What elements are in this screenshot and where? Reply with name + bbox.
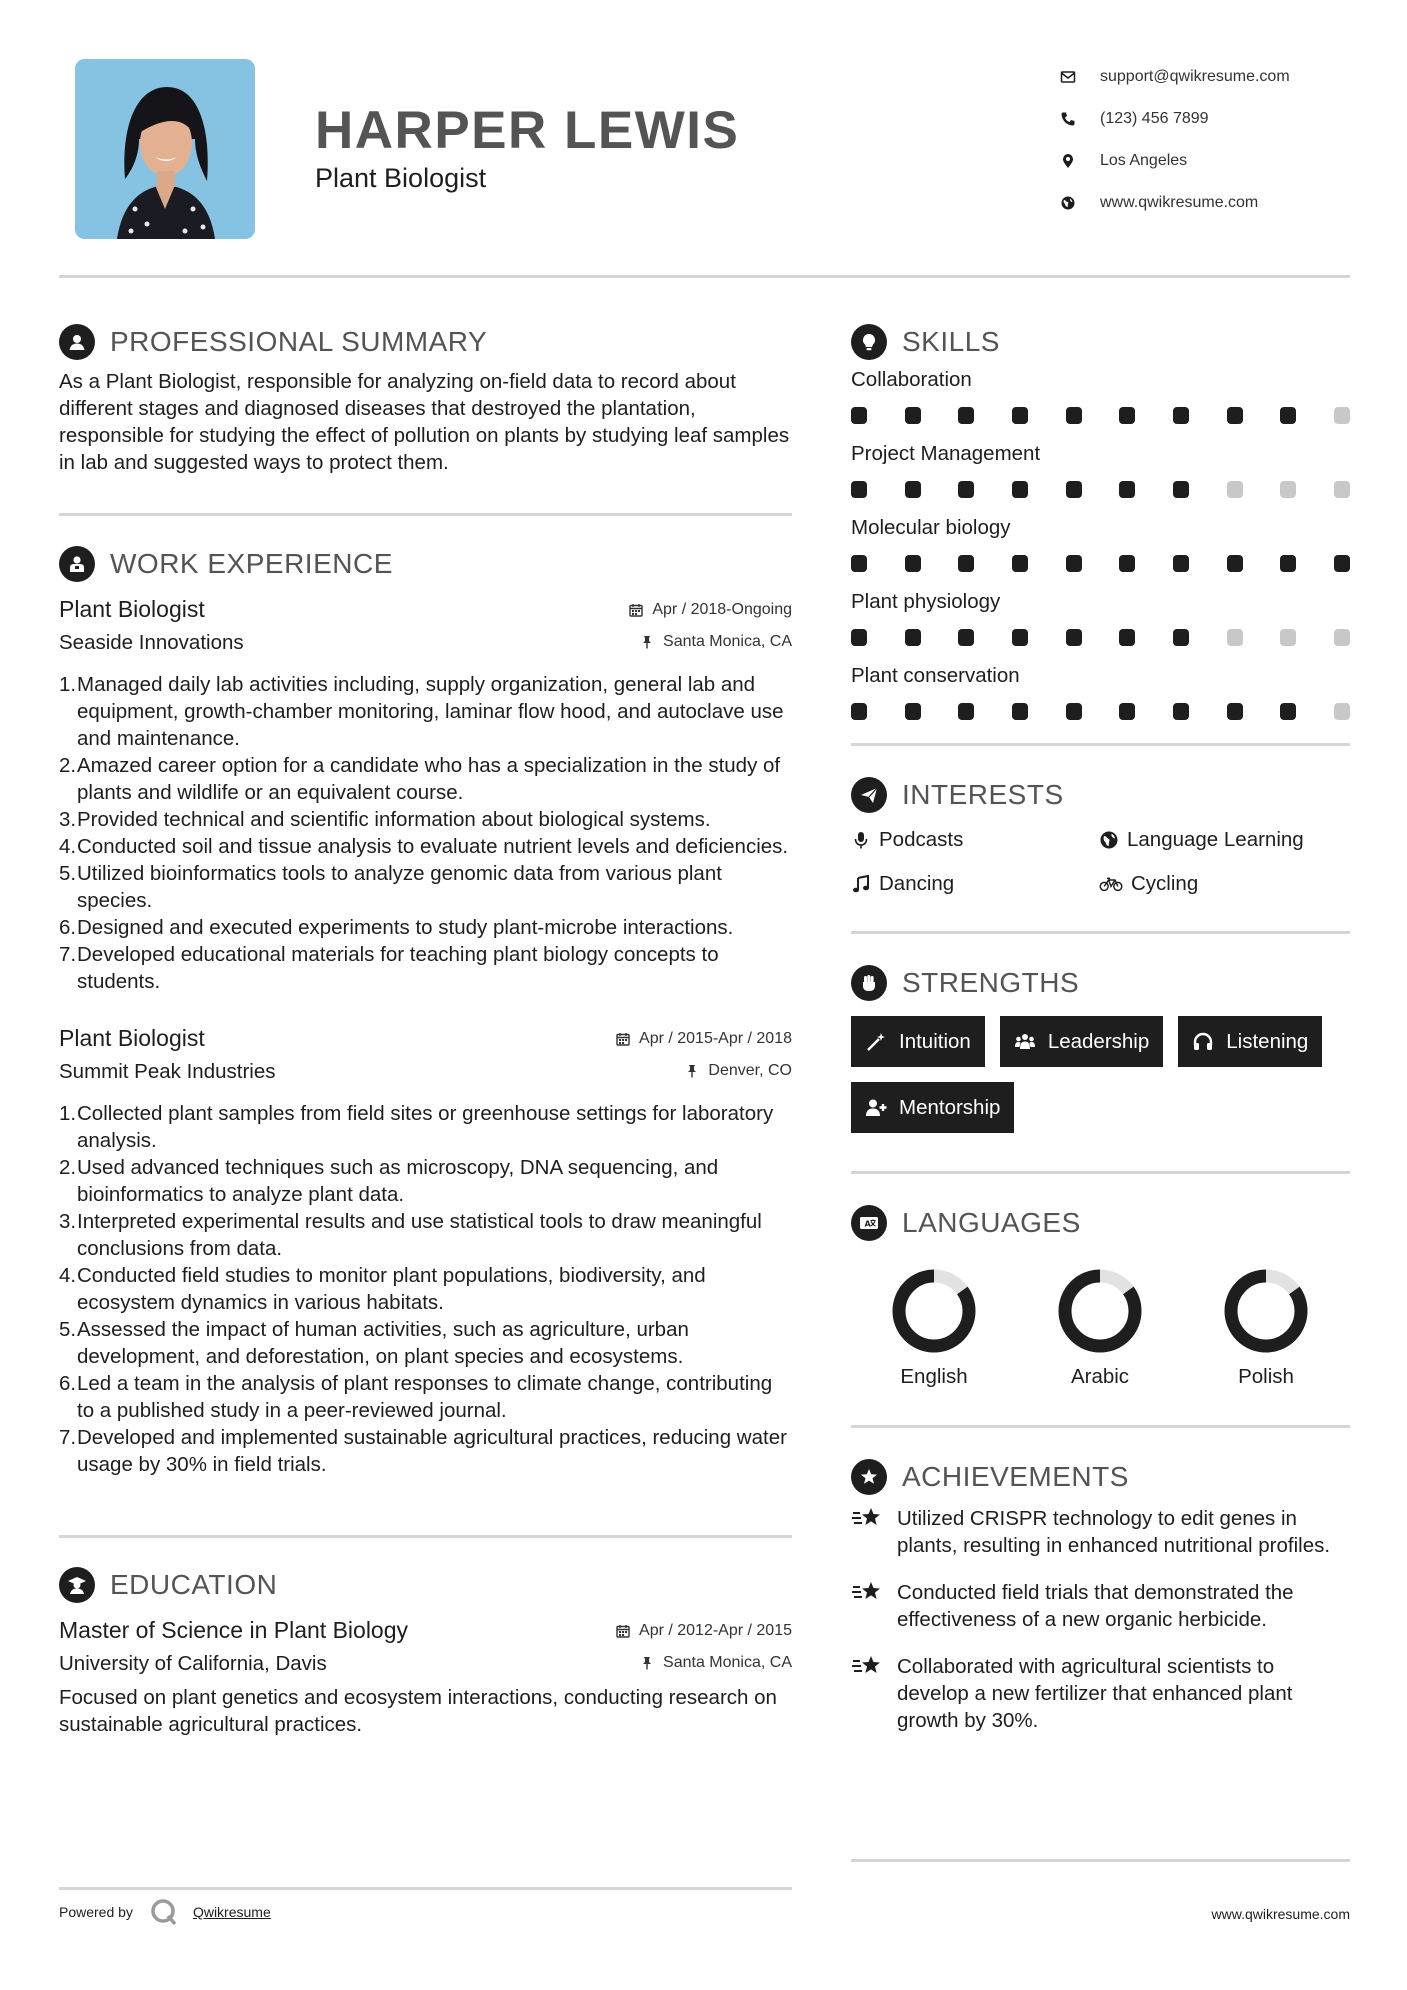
skill-dot-filled <box>1119 629 1135 646</box>
skill-dot-filled <box>1173 481 1189 498</box>
language-icon <box>851 1205 887 1241</box>
pushpin-icon <box>640 635 654 649</box>
user-plus-icon <box>865 1097 887 1119</box>
skill-label: Collaboration <box>851 368 972 391</box>
strength-label: Mentorship <box>899 1095 1001 1119</box>
skill-dot-empty <box>1280 481 1296 498</box>
job-location-text: Denver, CO <box>708 1062 792 1079</box>
job-duties <box>59 1100 792 1478</box>
achievement-item <box>851 1579 1350 1633</box>
contact-email[interactable] <box>1060 56 1350 98</box>
achievement-text: Collaborated with agricultural scientists to develop a new fertilizer that enhanced plant growth by 30%. <box>897 1655 1293 1732</box>
strength-tag <box>1000 1016 1163 1067</box>
duty-item: Conducted soil and tissue analysis to evaluate nutrient levels and deficiencies. <box>77 835 789 858</box>
skill-dot-filled <box>1280 703 1296 720</box>
job-entry <box>59 596 792 995</box>
section-divider <box>851 1425 1350 1428</box>
skill-label: Plant physiology <box>851 590 1001 613</box>
skill-dot-filled <box>1173 629 1189 646</box>
section-divider <box>59 1535 792 1538</box>
job-title: Plant Biologist <box>59 1025 205 1051</box>
section-divider <box>851 743 1350 746</box>
footer-url[interactable]: www.qwikresume.com <box>1211 1906 1350 1922</box>
skill-item <box>851 439 1350 513</box>
job-location-text: Santa Monica, CA <box>663 633 792 650</box>
skill-label: Plant conservation <box>851 664 1020 687</box>
skill-item <box>851 587 1350 661</box>
language-label: Polish <box>1238 1365 1294 1388</box>
skill-dot-empty <box>1227 481 1243 498</box>
strength-label: Intuition <box>899 1029 971 1053</box>
skill-rating <box>851 691 1350 735</box>
strengths-header <box>851 963 1350 1003</box>
skills-title: SKILLS <box>902 326 1000 357</box>
skill-dot-filled <box>958 555 974 572</box>
location-pin-icon <box>1060 153 1100 169</box>
strength-tag <box>851 1016 985 1067</box>
summary-text: As a Plant Biologist, responsible for analyzing on-field data to record about different stages and diagnosed diseases that destroyed the plantation, responsible for studying the effect of pollution on plants by studying leaf samples in lab and suggested ways to protect them. <box>59 370 790 474</box>
achievement-text: Utilized CRISPR technology to edit genes in plants, resulting in enhanced nutritional profiles. <box>897 1507 1331 1557</box>
education-dates <box>616 1622 792 1640</box>
raised-fist-icon <box>851 965 887 1001</box>
interests-list <box>851 818 1350 906</box>
duty-item: Managed daily lab activities including, supply organization, general lab and equipment, growth-chamber monitoring, laminar flow hood, and autoclave use and maintenance. <box>77 673 784 750</box>
lightbulb-icon <box>851 324 887 360</box>
language-item <box>851 1267 1017 1389</box>
summary-header <box>59 322 792 362</box>
job-duties <box>59 671 792 995</box>
language-item <box>1017 1267 1183 1389</box>
candidate-name: HARPER LEWIS <box>315 101 740 160</box>
achievement-text: Conducted field trials that demonstrated the effectiveness of a new organic herbicide. <box>897 1581 1294 1631</box>
skill-dot-filled <box>1173 703 1189 720</box>
skill-dot-filled <box>1066 629 1082 646</box>
shooting-star-icon <box>851 1505 883 1531</box>
skill-dot-filled <box>851 703 867 720</box>
skill-item <box>851 513 1350 587</box>
skill-dot-filled <box>1119 555 1135 572</box>
qwikresume-logo-icon <box>149 1897 179 1927</box>
contact-phone[interactable] <box>1060 98 1350 140</box>
skill-dot-filled <box>1119 481 1135 498</box>
contact-location-text: Los Angeles <box>1100 152 1188 169</box>
briefcase-user-icon <box>59 546 95 582</box>
skill-dot-empty <box>1334 703 1350 720</box>
graduate-icon <box>59 1567 95 1603</box>
duty-item: Developed educational materials for teaching plant biology concepts to students. <box>77 943 719 993</box>
contact-phone-text: (123) 456 7899 <box>1100 110 1209 127</box>
interest-item <box>1099 818 1349 862</box>
school-name: University of California, Davis <box>59 1652 327 1675</box>
education-header <box>59 1565 792 1605</box>
job-title: Plant Biologist <box>59 596 205 622</box>
skill-dot-filled <box>851 629 867 646</box>
education-dates-text: Apr / 2012-Apr / 2015 <box>639 1622 792 1639</box>
contact-email-text: support@qwikresume.com <box>1100 68 1290 85</box>
experience-header <box>59 544 792 584</box>
job-entry <box>59 1025 792 1478</box>
job-location <box>685 1062 792 1080</box>
job-dates <box>629 601 792 619</box>
section-divider <box>851 1859 1350 1862</box>
brand-link[interactable]: Qwikresume <box>192 1904 271 1920</box>
skill-label: Project Management <box>851 442 1041 465</box>
globe-icon <box>1099 830 1119 850</box>
skill-dot-filled <box>1227 407 1243 424</box>
job-location <box>640 633 792 651</box>
skill-dot-filled <box>905 407 921 424</box>
education-location <box>640 1654 792 1672</box>
skill-dot-filled <box>1066 703 1082 720</box>
pushpin-icon <box>685 1064 699 1078</box>
skill-dot-filled <box>1227 703 1243 720</box>
skill-item <box>851 661 1350 735</box>
duty-item: Amazed career option for a candidate who has a specialization in the study of plants and wildlife or an equivalent course. <box>77 754 781 804</box>
magic-wand-icon <box>865 1031 887 1053</box>
job-dates-text: Apr / 2018-Ongoing <box>652 601 792 618</box>
section-divider <box>851 1171 1350 1174</box>
globe-icon <box>1060 195 1100 211</box>
duty-item: Assessed the impact of human activities, such as agriculture, urban development, and deforestation, on plant species and ecosystems. <box>77 1318 689 1368</box>
skill-dot-filled <box>1119 407 1135 424</box>
duty-item: Developed and implemented sustainable agricultural practices, reducing water usage by 30% in field trials. <box>77 1426 787 1476</box>
languages-title: LANGUAGES <box>902 1207 1081 1238</box>
skill-dot-filled <box>905 703 921 720</box>
calendar-icon <box>616 1624 630 1638</box>
skill-dot-filled <box>851 407 867 424</box>
duty-item: Used advanced techniques such as microscopy, DNA sequencing, and bioinformatics to analyze plant data. <box>77 1156 719 1206</box>
calendar-icon <box>616 1032 630 1046</box>
strength-tag <box>1178 1016 1322 1067</box>
users-icon <box>1014 1031 1036 1053</box>
language-level-ring <box>890 1267 978 1355</box>
contact-website-text: www.qwikresume.com <box>1100 194 1259 211</box>
skill-dot-filled <box>1280 407 1296 424</box>
skill-rating <box>851 469 1350 513</box>
skills-header <box>851 322 1350 362</box>
skill-dot-filled <box>905 555 921 572</box>
left-column <box>59 322 792 1738</box>
skill-dot-filled <box>1012 703 1028 720</box>
candidate-role: Plant Biologist <box>315 163 487 193</box>
achievements-title: ACHIEVEMENTS <box>902 1461 1129 1492</box>
education-entry <box>59 1617 792 1738</box>
job-dates <box>616 1030 792 1048</box>
user-icon <box>59 324 95 360</box>
languages-list <box>851 1267 1350 1389</box>
powered-by-label: Powered by <box>59 1904 133 1920</box>
bicycle-icon <box>1099 874 1123 894</box>
footer-powered-by <box>59 1897 271 1927</box>
education-title: EDUCATION <box>110 1569 278 1600</box>
interest-label: Dancing <box>879 872 955 895</box>
duty-item: Designed and executed experiments to study plant-microbe interactions. <box>77 916 734 939</box>
skill-dot-filled <box>1173 407 1189 424</box>
strength-label: Listening <box>1226 1029 1309 1053</box>
microphone-icon <box>851 830 871 850</box>
strengths-title: STRENGTHS <box>902 967 1080 998</box>
profile-photo <box>75 59 255 239</box>
duty-item: Provided technical and scientific information about biological systems. <box>77 808 711 831</box>
language-label: Arabic <box>1070 1365 1130 1388</box>
achievement-item <box>851 1505 1350 1559</box>
achievements-list <box>851 1505 1350 1734</box>
skill-item <box>851 365 1350 439</box>
skill-dot-filled <box>1012 407 1028 424</box>
skill-dot-filled <box>1012 629 1028 646</box>
interests-title: INTERESTS <box>902 779 1064 810</box>
skills-list <box>851 365 1350 735</box>
person-portrait-image <box>75 59 255 239</box>
language-label: English <box>900 1365 968 1388</box>
paper-plane-icon <box>851 777 887 813</box>
skill-rating <box>851 617 1350 661</box>
duty-item: Utilized bioinformatics tools to analyze genomic data from various plant species. <box>77 862 722 912</box>
section-divider <box>851 931 1350 934</box>
job-company: Seaside Innovations <box>59 631 244 654</box>
skill-dot-filled <box>1066 481 1082 498</box>
skill-dot-filled <box>1066 407 1082 424</box>
phone-icon <box>1060 111 1100 127</box>
star-badge-icon <box>851 1459 887 1495</box>
skill-rating <box>851 395 1350 439</box>
strength-tag <box>851 1082 1014 1133</box>
envelope-icon <box>1060 69 1100 85</box>
interest-label: Cycling <box>1131 872 1199 895</box>
skill-dot-filled <box>1227 555 1243 572</box>
skill-dot-filled <box>851 481 867 498</box>
skill-dot-filled <box>1119 703 1135 720</box>
language-item <box>1183 1267 1349 1389</box>
skill-dot-empty <box>1334 629 1350 646</box>
interest-label: Podcasts <box>879 828 964 851</box>
calendar-icon <box>629 603 643 617</box>
duty-item: Collected plant samples from field sites or greenhouse settings for laboratory analysis. <box>77 1102 774 1152</box>
skill-dot-empty <box>1334 481 1350 498</box>
skill-dot-empty <box>1227 629 1243 646</box>
language-level-ring <box>1056 1267 1144 1355</box>
strengths-list <box>851 1016 1350 1148</box>
interest-item <box>851 818 1099 862</box>
section-divider <box>59 513 792 516</box>
right-column <box>851 322 1350 1754</box>
interest-label: Language Learning <box>1127 828 1304 851</box>
skill-dot-filled <box>1012 555 1028 572</box>
contact-website[interactable] <box>1060 182 1350 224</box>
duty-item: Conducted field studies to monitor plant populations, biodiversity, and ecosystem dynamics in various habitats. <box>77 1264 706 1314</box>
contact-location <box>1060 140 1350 182</box>
duty-item: Led a team in the analysis of plant responses to climate change, contributing to a published study in a peer-reviewed journal. <box>77 1372 773 1422</box>
footer-divider <box>59 1887 792 1890</box>
skill-dot-filled <box>905 481 921 498</box>
strength-label: Leadership <box>1047 1029 1150 1053</box>
svg-text:A: A <box>864 1219 871 1229</box>
shooting-star-icon <box>851 1579 883 1605</box>
language-level-ring <box>1222 1267 1310 1355</box>
skill-dot-filled <box>958 481 974 498</box>
shooting-star-icon <box>851 1653 883 1679</box>
skill-dot-filled <box>905 629 921 646</box>
skill-rating <box>851 543 1350 587</box>
skill-label: Molecular biology <box>851 516 1011 539</box>
contact-block <box>1060 56 1350 224</box>
skill-dot-filled <box>958 407 974 424</box>
job-company: Summit Peak Industries <box>59 1060 276 1083</box>
music-note-icon <box>851 874 871 894</box>
achievements-header <box>851 1457 1350 1497</box>
skill-dot-filled <box>851 555 867 572</box>
education-location-text: Santa Monica, CA <box>663 1654 792 1671</box>
duty-item: Interpreted experimental results and use statistical tools to draw meaningful conclusions from data. <box>77 1210 762 1260</box>
skill-dot-filled <box>1012 481 1028 498</box>
pushpin-icon <box>640 1656 654 1670</box>
achievement-item <box>851 1653 1350 1734</box>
skill-dot-empty <box>1280 629 1296 646</box>
skill-dot-filled <box>1066 555 1082 572</box>
interest-item <box>851 862 1099 906</box>
skill-dot-filled <box>1173 555 1189 572</box>
headphones-icon <box>1192 1031 1214 1053</box>
skill-dot-empty <box>1334 407 1350 424</box>
summary-title: PROFESSIONAL SUMMARY <box>110 326 488 357</box>
interests-header <box>851 775 1350 815</box>
education-text: Focused on plant genetics and ecosystem interactions, conducting research on sustainable agricultural practices. <box>59 1686 777 1736</box>
experience-title: WORK EXPERIENCE <box>110 548 393 579</box>
job-dates-text: Apr / 2015-Apr / 2018 <box>639 1030 792 1047</box>
degree-title: Master of Science in Plant Biology <box>59 1617 409 1643</box>
skill-dot-filled <box>1334 555 1350 572</box>
skill-dot-filled <box>958 629 974 646</box>
languages-header <box>851 1203 1350 1243</box>
header-divider <box>59 275 1350 278</box>
skill-dot-filled <box>958 703 974 720</box>
interest-item <box>1099 862 1349 906</box>
skill-dot-filled <box>1280 555 1296 572</box>
